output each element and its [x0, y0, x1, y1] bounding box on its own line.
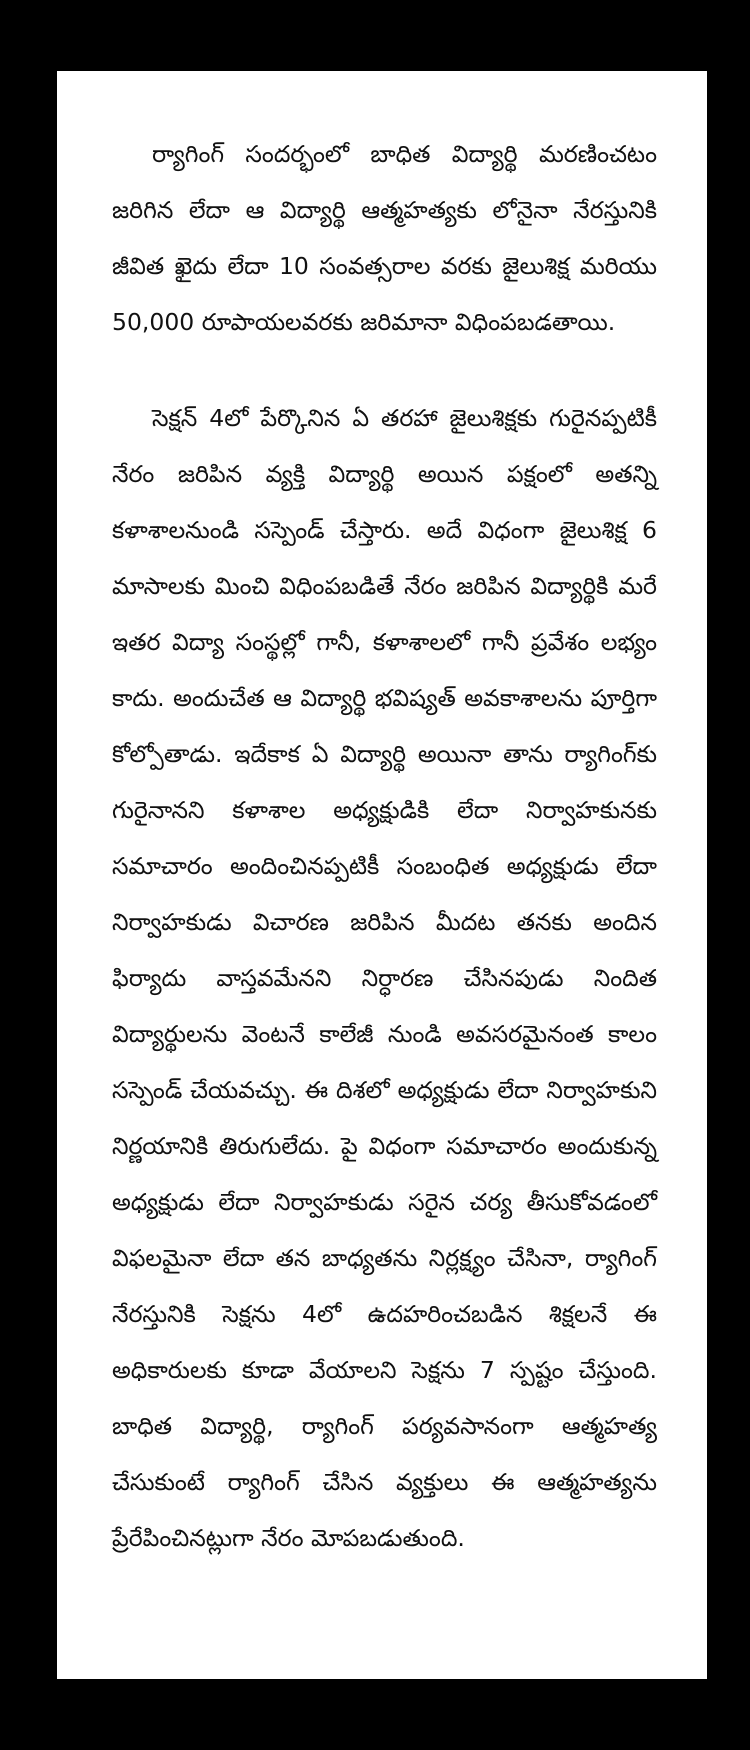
document-page: [57, 71, 707, 1679]
paragraph-1: ర్యాగింగ్ సందర్భంలో బాధిత విద్యార్థి మరణించటం జరిగిన లేదా ఆ విద్యార్థి ఆత్మహత్యకు లోనైనా నేరస్తునికి జీవిత ఖైదు లేదా 10 సంవత్సరాల వరకు జైలుశిక్ష మరియు 50,000 రూపాయలవరకు జరిమానా విధింపబడతాయి.: [112, 140, 657, 336]
paragraph-2: సెక్షన్ 4లో పేర్కొనిన ఏ తరహా జైలుశిక్షకు గురైనప్పటికీ నేరం జరిపిన వ్యక్తి విద్యార్థి అయిన పక్షంలో అతన్ని కళాశాలనుండి సస్పెండ్ చేస్తారు. అదే విధంగా జైలుశిక్ష 6 మాసాలకు మించి విధింపబడితే నేరం జరిపిన విద్యార్థికి మరే ఇతర విద్యా సంస్థల్లో గానీ, కళాశాలలో గానీ ప్రవేశం లభ్యం కాదు. అందుచేత ఆ విద్యార్థి భవిష్యత్ అవకాశాలను పూర్తిగా కోల్పోతాడు. ఇదేకాక ఏ విద్యార్థి అయినా తాను ర్యాగింగ్‌కు గురైనానని కళాశాల అధ్యక్షుడికి లేదా నిర్వాహకునకు సమాచారం అందించినప్పటికీ సంబంధిత అధ్యక్షుడు లేదా నిర్వాహకుడు విచారణ జరిపిన మీదట తనకు అందిన ఫిర్యాదు వాస్తవమేనని నిర్ధారణ చేసినపుడు నిందిత విద్యార్థులను వెంటనే కాలేజీ నుండి అవసరమైనంత కాలం సస్పెండ్ చేయవచ్చు. ఈ దిశలో అధ్యక్షుడు లేదా నిర్వాహకుని నిర్ణయానికి తిరుగులేదు. పై విధంగా సమాచారం అందుకున్న అధ్యక్షుడు లేదా నిర్వాహకుడు సరైన చర్య తీసుకోవడంలో విఫలమైనా లేదా తన బాధ్యతను నిర్లక్ష్యం చేసినా, ర్యాగింగ్ నేరస్తునికి సెక్షను 4లో ఉదహరించబడిన శిక్షలనే ఈ అధికారులకు కూడా వేయాలని సెక్షను 7 స్పష్టం చేస్తుంది. బాధిత విద్యార్థి, ర్యాగింగ్ పర్యవసానంగా ఆత్మహత్య చేసుకుంటే ర్యాగింగ్ చేసిన వ్యక్తులు ఈ ఆత్మహత్యను ప్రేరేపించినట్లుగా నేరం మోపబడుతుంది.: [112, 404, 657, 1552]
